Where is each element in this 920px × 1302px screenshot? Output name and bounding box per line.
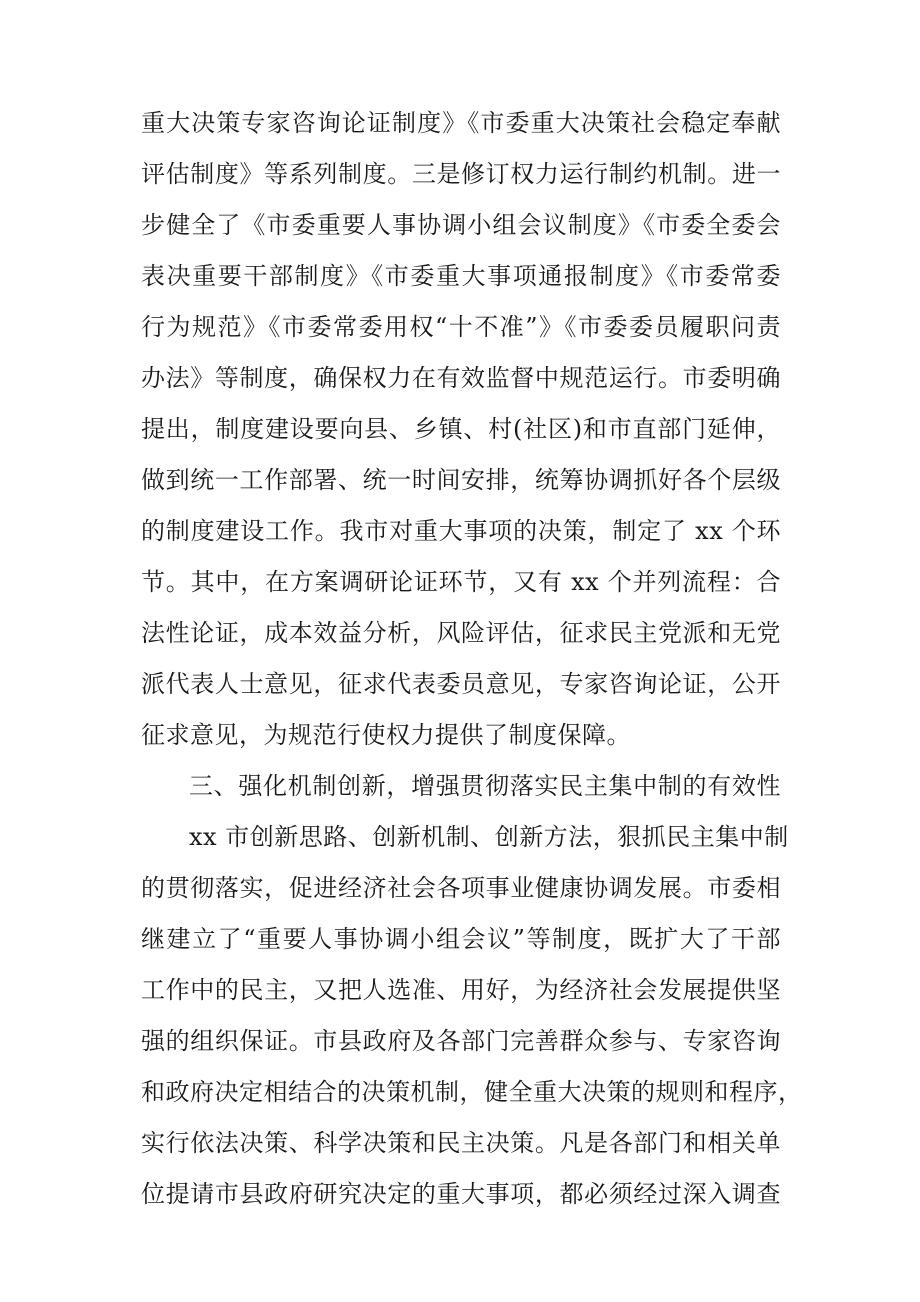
text-line: 重大决策专家咨询论证制度》《市委重大决策社会稳定奉献	[141, 109, 781, 137]
text-line: 的制度建设工作。我市对重大事项的决策，制定了 xx 个环	[141, 517, 781, 545]
text-line: 行为规范》《市委常委用权“十不准”》《市委委员履职问责	[141, 313, 781, 341]
text-line: 步健全了《市委重要人事协调小组会议制度》《市委全委会	[141, 211, 781, 239]
text-line: 强的组织保证。市县政府及各部门完善群众参与、专家咨询	[141, 1027, 781, 1055]
text-line: 实行依法决策、科学决策和民主决策。凡是各部门和相关单	[141, 1129, 781, 1157]
text-line: 的贯彻落实，促进经济社会各项事业健康协调发展。市委相	[141, 874, 781, 902]
section-heading: 三、强化机制创新，增强贯彻落实民主集中制的有效性	[189, 772, 781, 800]
text-line: xx 市创新思路、创新机制、创新方法，狠抓民主集中制	[189, 823, 789, 851]
text-line: 位提请市县政府研究决定的重大事项，都必须经过深入调查	[141, 1180, 781, 1208]
text-line: 节。其中，在方案调研论证环节，又有 xx 个并列流程：合	[141, 568, 781, 596]
text-line: 征求意见，为规范行使权力提供了制度保障。	[141, 721, 631, 749]
text-line: 工作中的民主，又把人选准、用好，为经济社会发展提供坚	[141, 976, 781, 1004]
text-line: 法性论证，成本效益分析，风险评估，征求民主党派和无党	[141, 619, 781, 647]
text-line: 和政府决定相结合的决策机制，健全重大决策的规则和程序，	[141, 1078, 803, 1106]
text-line: 继建立了“重要人事协调小组会议”等制度，既扩大了干部	[141, 925, 781, 953]
text-line: 表决重要干部制度》《市委重大事项通报制度》《市委常委	[141, 262, 781, 290]
text-line: 做到统一工作部署、统一时间安排，统筹协调抓好各个层级	[141, 466, 781, 494]
text-line: 评估制度》等系列制度。三是修订权力运行制约机制。进一	[141, 160, 781, 188]
text-line: 派代表人士意见，征求代表委员意见，专家咨询论证，公开	[141, 670, 781, 698]
text-line: 办法》等制度，确保权力在有效监督中规范运行。市委明确	[141, 364, 781, 392]
text-line: 提出，制度建设要向县、乡镇、村(社区)和市直部门延伸，	[141, 415, 781, 443]
